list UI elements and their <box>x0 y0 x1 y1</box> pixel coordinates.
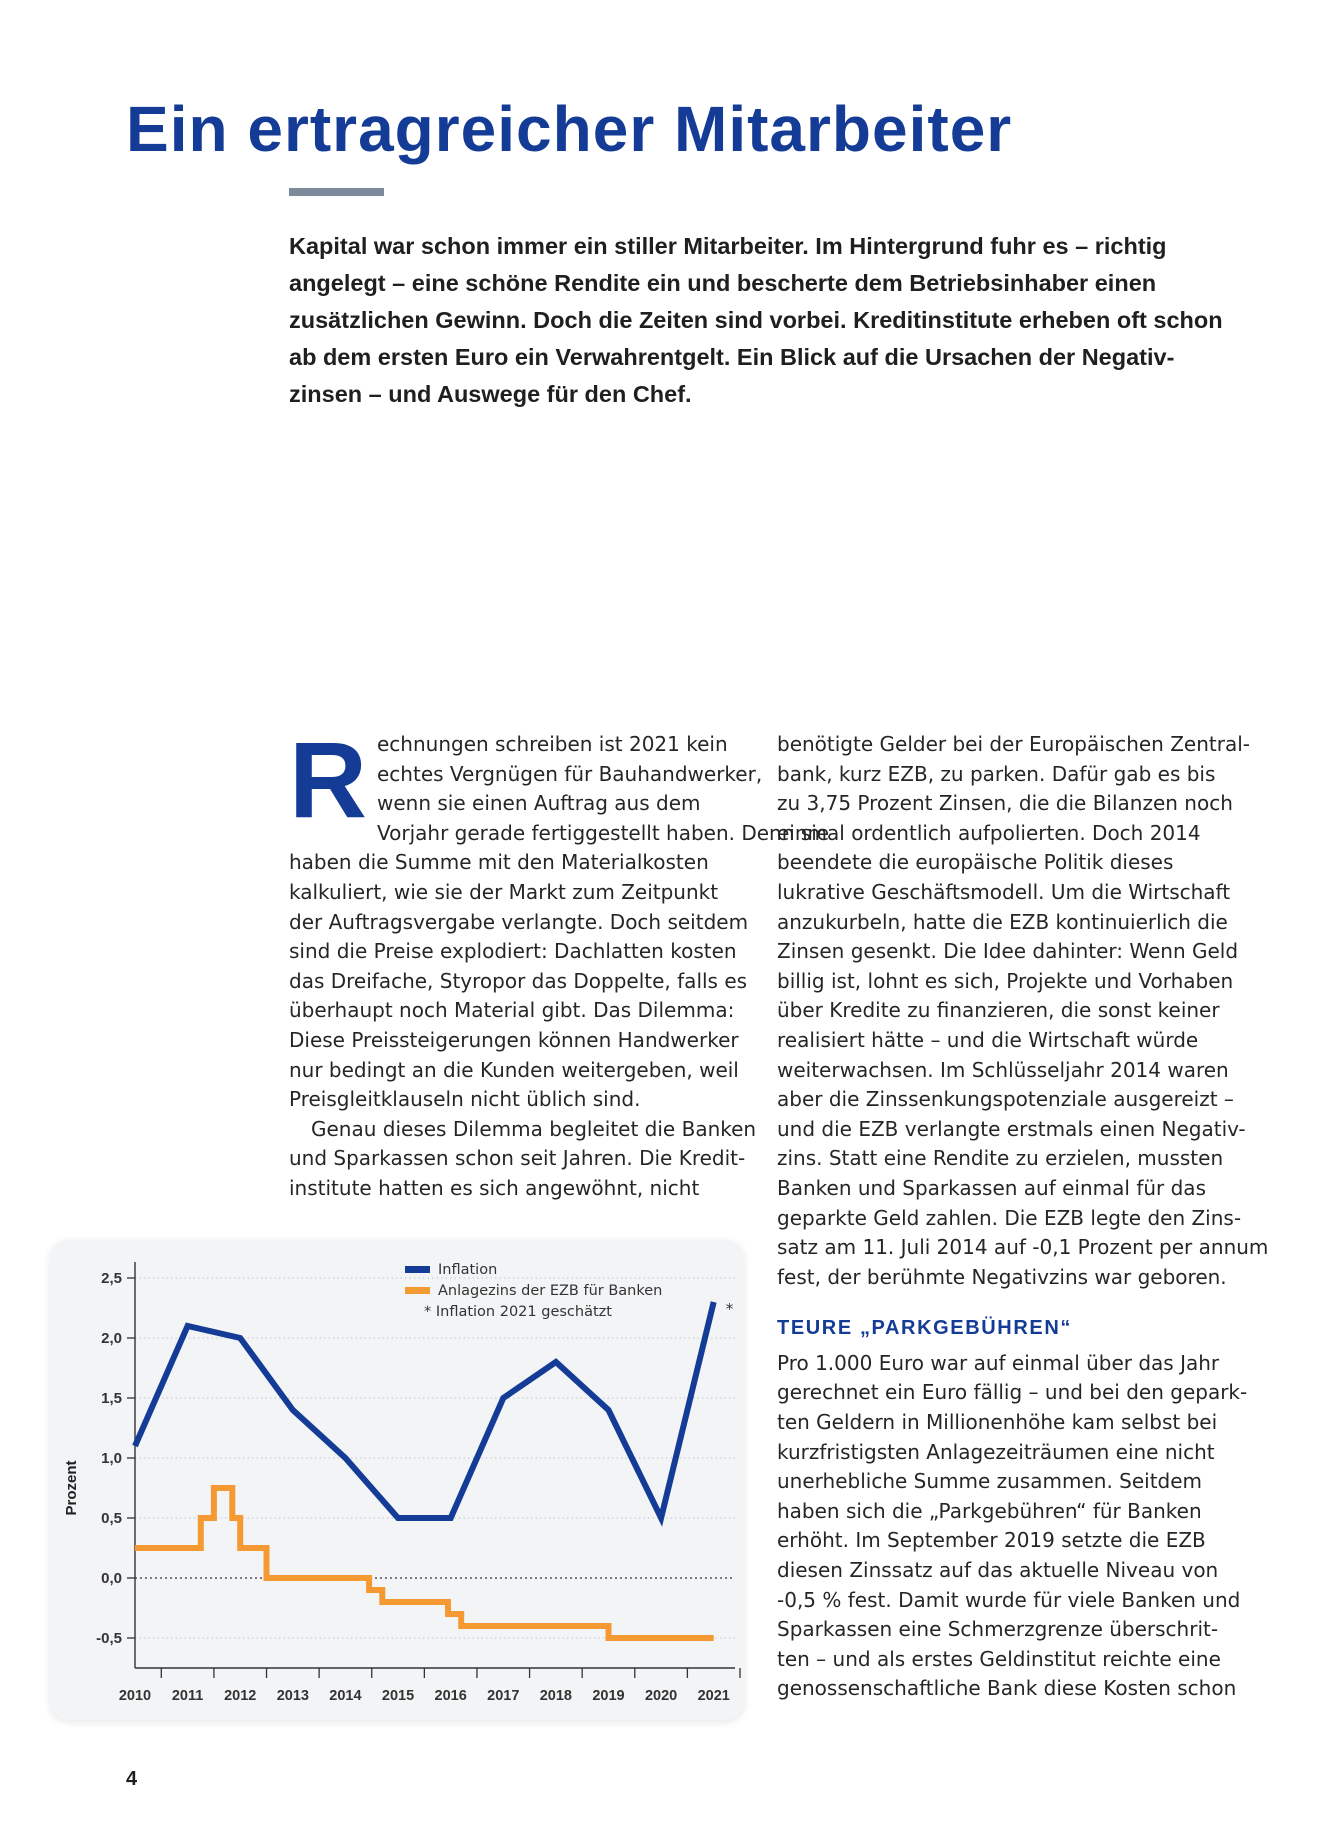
body-line: institute hatten es sich angewöhnt, nicht <box>289 1175 700 1200</box>
y-axis-label: Prozent <box>63 1460 80 1516</box>
x-tick-label: 2016 <box>434 1688 467 1704</box>
body-paragraph <box>289 1115 757 1145</box>
x-tick-label: 2021 <box>697 1688 730 1704</box>
legend-swatch-inflation <box>405 1266 430 1273</box>
body-line: echtes Vergnügen für Bauhandwerker, <box>377 761 763 786</box>
y-tick-label: 0,5 <box>101 1510 122 1527</box>
body-line: fest, der berühmte Negativzins war geboren. <box>777 1264 1227 1289</box>
body-line: Pro 1.000 Euro war auf einmal über das Jahr <box>777 1350 1220 1375</box>
body-line: Preisgleitklauseln nicht üblich sind. <box>289 1087 641 1112</box>
body-paragraph <box>289 719 830 1115</box>
body-line: lukrative Geschäftsmodell. Um die Wirtschaft <box>777 879 1231 904</box>
body-line: erhöht. Im September 2019 setzte die EZB <box>777 1528 1206 1553</box>
body-line: haben die Summe mit den Materialkosten <box>289 850 709 875</box>
body-line: und die EZB verlangte erstmals einen Negativ- <box>777 1116 1246 1141</box>
ecb-rate-line <box>135 1488 714 1638</box>
title-rule <box>289 188 384 196</box>
x-tick-label: 2013 <box>276 1688 309 1704</box>
y-tick-label: 1,5 <box>101 1390 122 1407</box>
y-tick-label: -0,5 <box>96 1630 122 1647</box>
x-tick-label: 2014 <box>329 1688 362 1704</box>
body-line: bank, kurz EZB, zu parken. Dafür gab es bis <box>777 761 1216 786</box>
body-line: nur bedingt an die Kunden weitergeben, weil <box>289 1057 739 1082</box>
body-line: geparkte Geld zahlen. Die EZB legte den Zins- <box>777 1205 1242 1230</box>
lead-paragraph <box>289 228 1239 413</box>
section-subheading: TEURE „PARKGEBÜHREN“ <box>777 1317 1072 1340</box>
body-line: einmal ordentlich aufpolierten. Doch 2014 <box>777 820 1201 845</box>
chart-card <box>50 1240 744 1720</box>
x-tick-label: 2019 <box>592 1688 625 1704</box>
y-tick-label: 2,0 <box>101 1330 122 1347</box>
body-line: haben sich die „Parkgebühren“ für Banken <box>777 1498 1202 1523</box>
body-line: sind die Preise explodiert: Dachlatten kosten <box>289 939 737 964</box>
y-tick-label: 2,5 <box>101 1270 122 1287</box>
body-line: zu 3,75 Prozent Zinsen, die die Bilanzen noch <box>777 791 1233 816</box>
body-line: Diese Preissteigerungen können Handwerker <box>289 1027 739 1052</box>
body-line: ten Geldern in Millionenhöhe kam selbst bei <box>777 1410 1218 1435</box>
body-line: zins. Statt eine Rendite zu erzielen, mussten <box>777 1146 1224 1171</box>
body-line: satz am 11. Juli 2014 auf -0,1 Prozent per annum <box>777 1235 1269 1260</box>
body-line: Vorjahr gerade fertiggestellt haben. Denn sie <box>377 820 830 845</box>
body-line: anzukurbeln, hatte die EZB kontinuierlich die <box>777 909 1228 934</box>
body-line: kalkuliert, wie sie der Markt zum Zeitpunkt <box>289 879 719 904</box>
body-line: echnungen schreiben ist 2021 kein <box>377 732 728 756</box>
lead-line: ab dem ersten Euro ein Verwahrentgelt. Ein Blick auf die Ursachen der Negativ- <box>289 344 1175 370</box>
inflation-interest-chart <box>50 1240 744 1720</box>
lead-line: zusätzlichen Gewinn. Doch die Zeiten sind vorbei. Kreditinstitute erheben oft schon <box>289 307 1223 333</box>
article-title: Ein ertragreicher Mitarbeiter <box>126 93 1013 165</box>
body-line: über Kredite zu finanzieren, die sonst keiner <box>777 998 1220 1023</box>
estimate-asterisk: * <box>725 1300 734 1318</box>
body-line: genossenschaftliche Bank diese Kosten schon <box>777 1676 1237 1701</box>
body-line: das Dreifache, Styropor das Doppelte, falls es <box>289 968 748 993</box>
body-line: der Auftragsvergabe verlangte. Doch seitdem <box>289 909 749 934</box>
legend-swatch-ecb <box>405 1287 430 1294</box>
x-tick-label: 2010 <box>118 1688 152 1704</box>
body-column-left <box>289 719 830 1204</box>
body-line: ten – und als erstes Geldinstitut reichte eine <box>777 1646 1221 1671</box>
body-line: gerechnet ein Euro fällig – und bei den gepark- <box>777 1380 1248 1405</box>
body-line: Sparkassen eine Schmerzgrenze überschrit- <box>777 1617 1219 1642</box>
body-line: Zinsen gesenkt. Die Idee dahinter: Wenn Geld <box>777 939 1239 964</box>
body-line: realisiert hätte – und die Wirtschaft würde <box>777 1027 1199 1052</box>
body-line: weiterwachsen. Im Schlüsseljahr 2014 waren <box>777 1057 1229 1082</box>
body-paragraph <box>777 730 1269 1292</box>
x-tick-label: 2020 <box>644 1688 678 1704</box>
body-paragraph <box>777 1349 1247 1704</box>
legend-label: Anlagezins der EZB für Banken <box>438 1283 663 1299</box>
body-line: überhaupt noch Material gibt. Das Dilemma: <box>289 998 735 1023</box>
body-line: Genau dieses Dilemma begleitet die Banken <box>311 1116 757 1141</box>
body-line: billig ist, lohnt es sich, Projekte und Vorhaben <box>777 968 1234 993</box>
lead-line: Kapital war schon immer ein stiller Mitarbeiter. Im Hintergrund fuhr es – richtig <box>289 233 1167 259</box>
body-line: unerhebliche Summe zusammen. Seitdem <box>777 1469 1203 1494</box>
lead-line: zinsen – und Auswege für den Chef. <box>289 381 692 407</box>
legend-label: Inflation <box>438 1262 498 1278</box>
body-line: diesen Zinssatz auf das aktuelle Niveau von <box>777 1558 1219 1583</box>
y-tick-label: 1,0 <box>101 1450 122 1467</box>
body-line: aber die Zinssenkungspotenziale ausgereizt – <box>777 1087 1234 1112</box>
body-line: beendete die europäische Politik dieses <box>777 850 1174 875</box>
x-tick-label: 2011 <box>171 1688 204 1704</box>
body-line: und Sparkassen schon seit Jahren. Die Kredit- <box>289 1146 746 1171</box>
body-line: kurzfristigsten Anlagezeiträumen eine nicht <box>777 1439 1215 1464</box>
body-line: wenn sie einen Auftrag aus dem <box>377 791 701 816</box>
lead-line: angelegt – eine schöne Rendite ein und bescherte dem Betriebsinhaber einen <box>289 270 1157 296</box>
page-number: 4 <box>126 1768 138 1790</box>
body-line: benötigte Gelder bei der Europäischen Zentral- <box>777 732 1250 756</box>
body-line: Banken und Sparkassen auf einmal für das <box>777 1175 1206 1200</box>
body-line: -0,5 % fest. Damit wurde für viele Banken und <box>777 1587 1241 1612</box>
body-paragraph <box>289 1144 744 1203</box>
legend-note: * Inflation 2021 geschätzt <box>424 1304 612 1320</box>
y-tick-label: 0,0 <box>101 1570 122 1587</box>
x-tick-label: 2015 <box>381 1688 415 1704</box>
x-tick-label: 2018 <box>539 1688 573 1704</box>
body-column-right <box>777 730 1269 1704</box>
drop-cap: R <box>289 719 367 840</box>
x-tick-label: 2012 <box>224 1688 257 1704</box>
x-tick-label: 2017 <box>487 1688 520 1704</box>
